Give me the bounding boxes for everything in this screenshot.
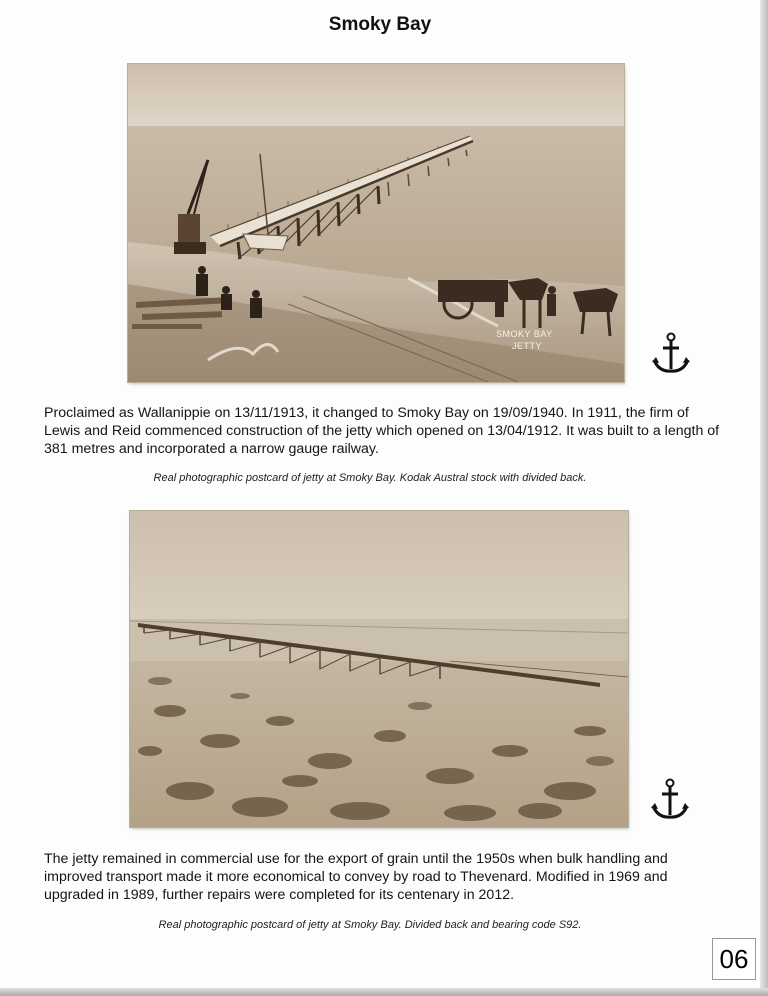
page-number: 06 (712, 938, 756, 980)
postcard-caption-2: Real photographic postcard of jetty at Smoky Bay. Divided back and bearing code S92. (158, 919, 582, 931)
description-paragraph-2: The jetty remained in commercial use for the export of grain until the 1950s when bulk handling and improved transport made it more economical to convey by road to Thevenard. Modified in 1969 and upgraded in 1989, further repairs were completed for its centenary in 2012. (44, 851, 668, 903)
anchor-icon (651, 332, 691, 376)
photo-overlay-text: JETTY (512, 341, 543, 351)
description-paragraph-1: Proclaimed as Wallanippie on 13/11/1913, it changed to Smoky Bay on 19/09/1940. In 1911, the firm of Lewis and Reid commenced construction of the jetty which opened on 13/04/1912. It was built to a length of 381 metres and incorporated a narrow gauge railway. (44, 405, 720, 457)
page-edge-right (760, 0, 768, 996)
postcard-1-photo (128, 64, 624, 382)
postcard-caption-1: Real photographic postcard of jetty at Smoky Bay. Kodak Austral stock with divided back. (153, 472, 587, 484)
photo-overlay-text: SMOKY BAY (496, 329, 553, 339)
page-title: Smoky Bay (328, 14, 432, 35)
postcard-2-photo (130, 511, 628, 827)
anchor-icon (650, 778, 690, 822)
page-edge-bottom (0, 988, 768, 996)
